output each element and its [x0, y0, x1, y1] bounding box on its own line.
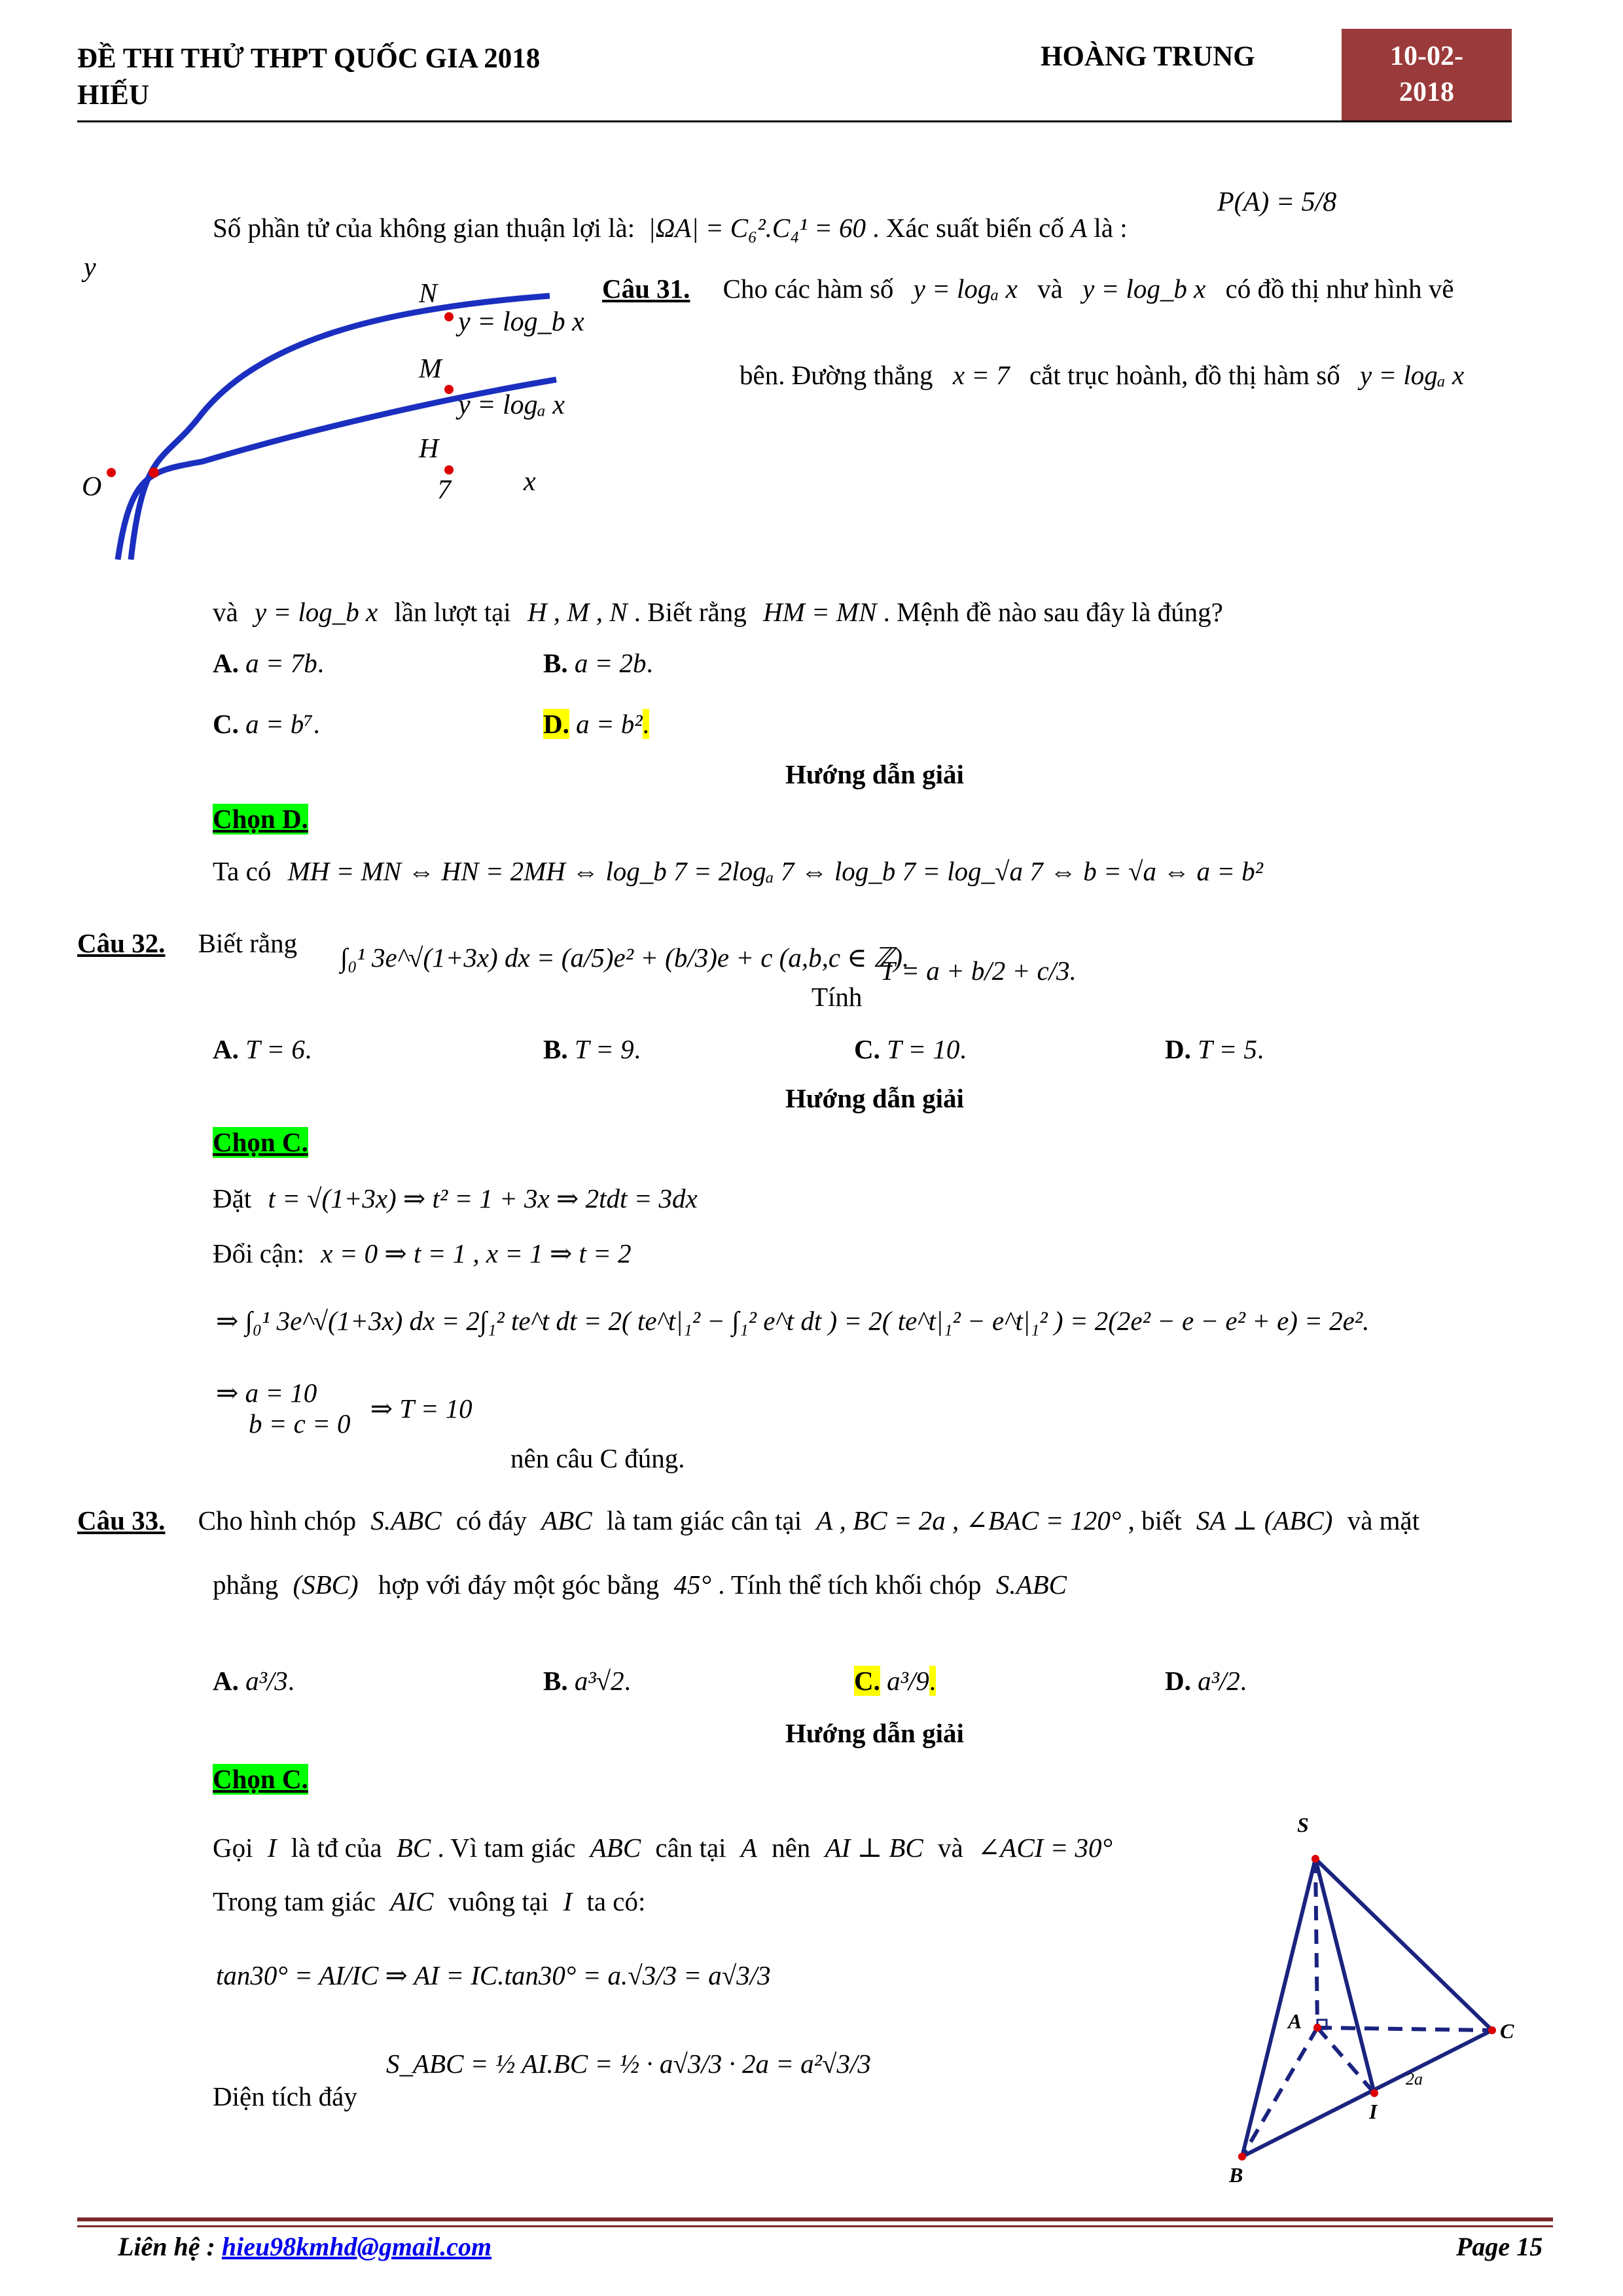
q31-option-d[interactable]: D. a = b².: [543, 709, 649, 739]
edge-ac: [1317, 2028, 1492, 2030]
q33-g1-t7: A: [740, 1833, 757, 1863]
q32-option-b[interactable]: B. T = 9.: [543, 1034, 641, 1064]
header-author: HOÀNG TRUNG: [1041, 41, 1255, 72]
q31-condition: HM = MN: [762, 597, 877, 627]
footer-rule-thick: [77, 2217, 1553, 2221]
q32-option-c[interactable]: C. T = 10.: [854, 1034, 967, 1064]
q33-l1-t7: , biết: [1128, 1505, 1182, 1535]
pyramid-figure: [1217, 1826, 1531, 2193]
intro-text1: Số phần tử của không gian thuận lợi là:: [213, 213, 635, 243]
q33-g2-t2: vuông tại: [448, 1886, 549, 1916]
q31-f1: y = logₐ x: [913, 274, 1018, 304]
q33-option-b[interactable]: B. a³√2.: [543, 1666, 631, 1696]
q32-guide-heading: Hướng dẫn giải: [785, 1083, 964, 1113]
q33-line1: [77, 1505, 1419, 1536]
q31-points: H , M , N: [527, 597, 628, 627]
pyramid-i-label: I: [1369, 2100, 1378, 2123]
q32-integral: ∫₀¹ 3e^√(1+3x) dx = (a/5)e² + (b/3)e + c (a,b,c ∈ ℤ).: [340, 942, 910, 973]
q33-g1-t6: cân tại: [655, 1833, 726, 1863]
q31-text-g: . Biết rằng: [633, 597, 747, 627]
fig-x-label: x: [524, 467, 536, 497]
point-o: [107, 468, 116, 477]
q33-l1-t3: ABC: [541, 1505, 592, 1535]
pyramid-length-label: 2a: [1406, 2070, 1423, 2089]
q31-line2: [740, 360, 1464, 391]
q33-g2-t3: I: [563, 1886, 573, 1916]
intro-line: [213, 213, 1128, 243]
q33-g1-t4: . Vì tam giác: [437, 1833, 576, 1863]
q32-step4: [216, 1378, 473, 1439]
q31-text-e: và: [213, 597, 238, 627]
q33-g1-t2: là tđ của: [291, 1833, 382, 1863]
q31-line-eq: x = 7: [952, 360, 1010, 390]
fig-y-label: y: [84, 253, 96, 283]
edge-sb: [1242, 1859, 1315, 2157]
q31-text-b: có đồ thị như hình vẽ: [1225, 274, 1454, 304]
q33-l1-t0: Cho hình chóp: [198, 1505, 357, 1535]
q33-l1-t8: SA ⊥ (ABC): [1196, 1505, 1333, 1535]
header-date: 10-02-2018: [1390, 41, 1463, 107]
footer-email-link[interactable]: hieu98kmhd@gmail.com: [221, 2232, 492, 2261]
q33-g1-t0: Gọi: [213, 1833, 253, 1863]
q33-l2-t0: phẳng: [213, 1570, 279, 1600]
q33-l1-t1: S.ABC: [370, 1505, 442, 1535]
q32-tinh: Tính: [812, 982, 863, 1012]
fig-loga-label: y = logₐ x: [458, 390, 565, 420]
q31-solution: [213, 856, 1263, 887]
point-m: [444, 385, 454, 394]
q32-text: Biết rằng: [198, 928, 298, 958]
pyramid-a-label: A: [1288, 2009, 1302, 2033]
q31-choice: Chọn D.: [213, 804, 308, 834]
q31-text-h: . Mệnh đề nào sau đây là đúng?: [883, 597, 1223, 627]
q33-guide-line1: [213, 1833, 1113, 1863]
q33-g1-t11: ∠ACI = 30°: [977, 1833, 1113, 1863]
q31-text-a: Cho các hàm số: [722, 274, 894, 304]
q33-g2-t4: ta có:: [586, 1886, 646, 1916]
q33-l2-t3: 45°: [673, 1570, 711, 1600]
q32-label: Câu 32.: [77, 928, 166, 958]
q32-step3: ⇒ ∫₀¹ 3e^√(1+3x) dx = 2∫₁² te^t dt = 2( te^t|₁² − ∫₁² e^t dt ) = 2( te^t|₁² − e^t|₁² ) = 2(2e² − e − e² + e) = 2e².: [216, 1306, 1370, 1336]
intro-math: |ΩA| = C₆².C₄¹ = 60: [648, 213, 866, 243]
q33-option-a[interactable]: A. a³/3.: [213, 1666, 295, 1696]
edge-sa: [1315, 1859, 1317, 2028]
footer-contact: [118, 2232, 491, 2262]
header-rule: [77, 120, 1512, 122]
q33-l1-t4: là tam giác cân tại: [606, 1505, 802, 1535]
q32-T: T = a + b/2 + c/3.: [880, 956, 1077, 986]
footer-contact-label: Liên hệ :: [118, 2232, 222, 2261]
q32-step1-label: Đặt: [213, 1183, 252, 1213]
q32-step2-label: Đổi cận:: [213, 1238, 305, 1268]
q33-l2-t1: (SBC): [293, 1570, 359, 1600]
q31-label: Câu 31.: [602, 274, 690, 304]
fig-m-label: M: [419, 354, 442, 384]
q32-line1: [77, 928, 297, 959]
q33-l2-t4: . Tính thể tích khối chóp: [718, 1570, 982, 1600]
pyramid-c-label: C: [1500, 2019, 1514, 2043]
q31-line3: [213, 597, 1223, 628]
header-title: [77, 41, 540, 114]
q31-f2: y = log_b x: [1082, 274, 1206, 304]
q33-guide-heading: Hướng dẫn giải: [785, 1718, 964, 1748]
q32-system: [216, 1378, 351, 1439]
q33-g1-t1: I: [267, 1833, 277, 1863]
q33-option-d[interactable]: D. a³/2.: [1165, 1666, 1247, 1696]
q33-g1-t3: BC: [396, 1833, 431, 1863]
q33-option-c[interactable]: C. a³/9.: [854, 1666, 936, 1696]
vertex-c: [1488, 2026, 1496, 2034]
edge-si: [1315, 1859, 1374, 2093]
q31-f4: y = log_b x: [254, 597, 378, 627]
q31-and: và: [1037, 274, 1063, 304]
q32-conclusion: nên câu C đúng.: [510, 1443, 685, 1473]
header-title-line2: HIẾU: [77, 79, 149, 111]
q32-step1: [213, 1183, 698, 1214]
q31-f3: y = logₐ x: [1360, 360, 1465, 390]
edge-sc: [1315, 1859, 1492, 2030]
q33-g1-t9: AI ⊥ BC: [825, 1833, 923, 1863]
fig-seven-label: 7: [437, 475, 451, 505]
q32-choice: Chọn C.: [213, 1127, 308, 1157]
vertex-a: [1313, 2024, 1321, 2032]
vertex-s: [1311, 1855, 1319, 1863]
q32-option-d[interactable]: D. T = 5.: [1165, 1034, 1264, 1064]
q33-l1-t2: có đáy: [455, 1505, 527, 1535]
q31-text-c: bên. Đường thẳng: [740, 360, 933, 390]
q31-option-a[interactable]: A. a = 7b.: [213, 648, 325, 678]
q31-text-d: cắt trục hoành, đồ thị hàm số: [1029, 360, 1340, 390]
q32-sys-a: ⇒ a = 10: [216, 1378, 317, 1408]
intro-text3: là :: [1094, 213, 1128, 243]
q32-step1-math: t = √(1+3x) ⇒ t² = 1 + 3x ⇒ 2tdt = 3dx: [268, 1183, 698, 1213]
q33-l1-t6: , BC = 2a , ∠BAC = 120°: [839, 1505, 1122, 1535]
vertex-i: [1370, 2089, 1378, 2097]
q33-l1-t9: và mặt: [1347, 1505, 1420, 1535]
fig-o-label: O: [82, 472, 102, 502]
q33-guide-line2: [213, 1886, 645, 1917]
q31-sol-math: MH = MN ⇔ HN = 2MH ⇔ log_b 7 = 2logₐ 7 ⇔ log_b 7 = log_√a 7 ⇔ b = √a ⇔ a = b²: [287, 856, 1263, 886]
q32-option-a[interactable]: A. T = 6.: [213, 1034, 312, 1064]
q33-l1-t5: A: [816, 1505, 833, 1535]
intro-var: A: [1071, 213, 1088, 243]
q33-line2: [213, 1570, 1067, 1600]
q31-option-c[interactable]: C. a = b⁷.: [213, 709, 320, 739]
q33-g1-t5: ABC: [590, 1833, 641, 1863]
q33-g1-t10: và: [937, 1833, 963, 1863]
pyramid-b-label: B: [1229, 2163, 1243, 2187]
q32-step2: [213, 1238, 632, 1269]
q31-guide-heading: Hướng dẫn giải: [785, 759, 964, 789]
q32-step2-math: x = 0 ⇒ t = 1 , x = 1 ⇒ t = 2: [321, 1238, 632, 1268]
q33-l2-t5: S.ABC: [995, 1570, 1067, 1600]
footer-page-number: Page 15: [1456, 2232, 1543, 2261]
q33-area-calc: S_ABC = ½ AI.BC = ½ · a√3/3 · 2a = a²√3/3: [386, 2049, 871, 2079]
fig-h-label: H: [419, 434, 439, 464]
q33-g2-t1: AIC: [390, 1886, 434, 1916]
intro-text2: . Xác suất biến cố: [872, 213, 1064, 243]
q33-choice: Chọn C.: [213, 1764, 308, 1794]
q32-sys-result: ⇒ T = 10: [370, 1393, 473, 1424]
q33-area-label: Diện tích đáy: [213, 2081, 357, 2111]
q31-sol-prefix: Ta có: [213, 856, 272, 886]
vertex-b: [1238, 2153, 1246, 2161]
point-intersect: [149, 467, 159, 478]
point-h: [444, 465, 454, 475]
fig-logb-label: y = log_b x: [458, 307, 584, 337]
q32-sys-b: b = c = 0: [249, 1408, 351, 1439]
q33-l2-t2: hợp với đáy một góc bằng: [378, 1570, 660, 1600]
q31-text-f: lần lượt tại: [394, 597, 511, 627]
q33-g1-t8: nên: [772, 1833, 811, 1863]
q33-tan-calc: tan30° = AI/IC ⇒ AI = IC.tan30° = a.√3/3 = a√3/3: [216, 1960, 771, 1990]
intro-probability: P(A) = 5/8: [1217, 187, 1337, 217]
fig-n-label: N: [419, 279, 438, 309]
q33-g2-t0: Trong tam giác: [213, 1886, 376, 1916]
q31-option-b[interactable]: B. a = 2b.: [543, 648, 653, 678]
footer-rule-thin: [77, 2225, 1553, 2227]
header-title-line1: ĐỀ THI THỬ THPT QUỐC GIA 2018: [77, 43, 541, 74]
q33-label: Câu 33.: [77, 1505, 166, 1535]
q31-line1: [602, 274, 1454, 304]
header-date-badge: [1342, 29, 1512, 120]
point-n: [444, 312, 454, 321]
pyramid-s-label: S: [1297, 1813, 1309, 1837]
